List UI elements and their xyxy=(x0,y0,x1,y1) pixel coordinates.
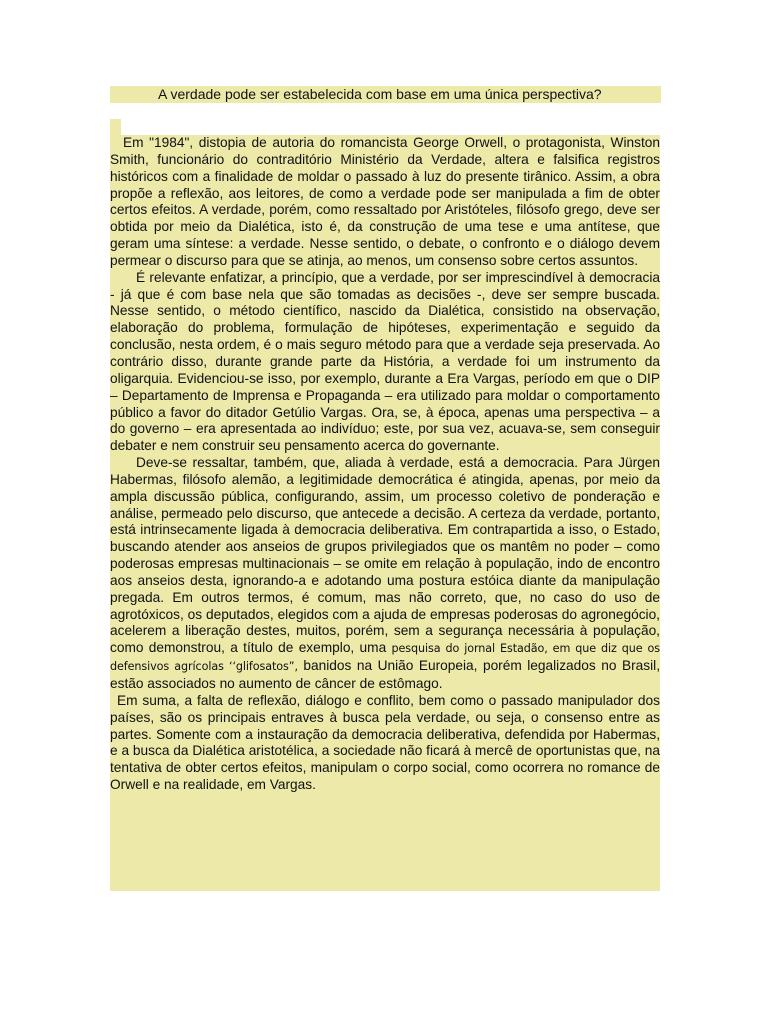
paragraph-development-1: É relevante enfatizar, a princípio, que a verdade, por ser imprescindível à democracia - já que é com base nela que são tomadas as decisões -, deve ser sempre buscada. Nesse sentido, o método científico, nascido da Dialética, consistido na observação, elaboração do problema, formulação de hipóteses, experimentação e seguido da conclusão, nesta ordem, é o mais seguro método para que a verdade seja preservada. Ao contrário disso, durante grande parte da História, a verdade foi um instrumento da oligarquia. Evidenciou-se isso, por exemplo, durante a Era Vargas, período em que o DIP – Departamento de Imprensa e Propaganda – era utilizado para moldar o comportamento público a favor do ditador Getúlio Vargas. Ora, se, à época, apenas uma perspectiva – a do governo – era apresentada ao indivíduo; este, por sua vez, acuava-se, sem conseguir debater e nem construir seu pensamento acerca do governante. xyxy=(110,269,660,454)
paragraph-development-2-end: banidos na União Europeia, porém legalizados no Brasil, estão associados no aumento de câncer de estômago. xyxy=(110,658,660,691)
pasted-citation-text: pesquisa do jornal Estadão, em que diz que os defensivos agrícolas ‘‘glifosatos”, xyxy=(110,642,660,674)
paragraph-development-2 xyxy=(110,455,660,693)
paragraph-conclusion: Em suma, a falta de reflexão, diálogo e conflito, bem como o passado manipulador dos países, são os principais entraves à busca pela verdade, ou seja, o consenso entre as partes. Somente com a instauração da democracia deliberativa, defendida por Habermas, e a busca da Dialética aristotélica, a sociedade não ficará à mercê de oportunistas que, na tentativa de obter certos efeitos, manipulam o corpo social, como ocorrera no romance de Orwell e na realidade, em Vargas. xyxy=(110,692,660,793)
paragraph-development-2-text: Deve-se ressaltar, também, que, aliada à verdade, está a democracia. Para Jürgen Habermas, filósofo alemão, a legitimidade democrática é atingida, apenas, por meio da ampla discussão pública, configurando, assim, um processo coletivo de ponderação e análise, permeado pelo discurso, que antecede a decisão. A certeza da verdade, portanto, está intrinsecamente ligada à democracia deliberativa. Em contrapartida a isso, o Estado, buscando atender aos anseios de grupos privilegiados que os mantêm no poder – como poderosas empresas multinacionais – se omite em relação à população, indo de encontro aos anseios desta, ignorando-a e adotando uma postura estóica diante da manipulação pregada. Em outros termos, é comum, mas não correto, que, no caso do uso de agrotóxicos, os deputados, elegidos com a ajuda de empresas poderosas do agronegócio, acelerem a liberação destes, muitos, porém, sem a segurança necessária à população, como demonstrou, a título de exemplo, uma xyxy=(110,455,660,656)
highlight-marker xyxy=(110,119,121,135)
essay-title: A verdade pode ser estabelecida com base em uma única perspectiva? xyxy=(158,86,602,102)
paragraph-intro: Em "1984", distopia de autoria do romancista George Orwell, o protagonista, Winston Smith, funcionário do contraditório Ministério da Verdade, altera e falsifica registros históricos com a finalidade de moldar o passado à luz do presente tirânico. Assim, a obra propõe a reflexão, aos leitores, de como a verdade pode ser manipulada a fim de obter certos efeitos. A verdade, porém, como ressaltado por Aristóteles, filósofo grego, deve ser obtida por meio da Dialética, isto é, da construção de uma tese e uma antítese, que geram uma síntese: a verdade. Nesse sentido, o debate, o confronto e o diálogo devem permear o discurso para que se atinja, ao menos, um consenso sobre certos assuntos. xyxy=(110,135,660,268)
essay-body xyxy=(110,135,660,891)
